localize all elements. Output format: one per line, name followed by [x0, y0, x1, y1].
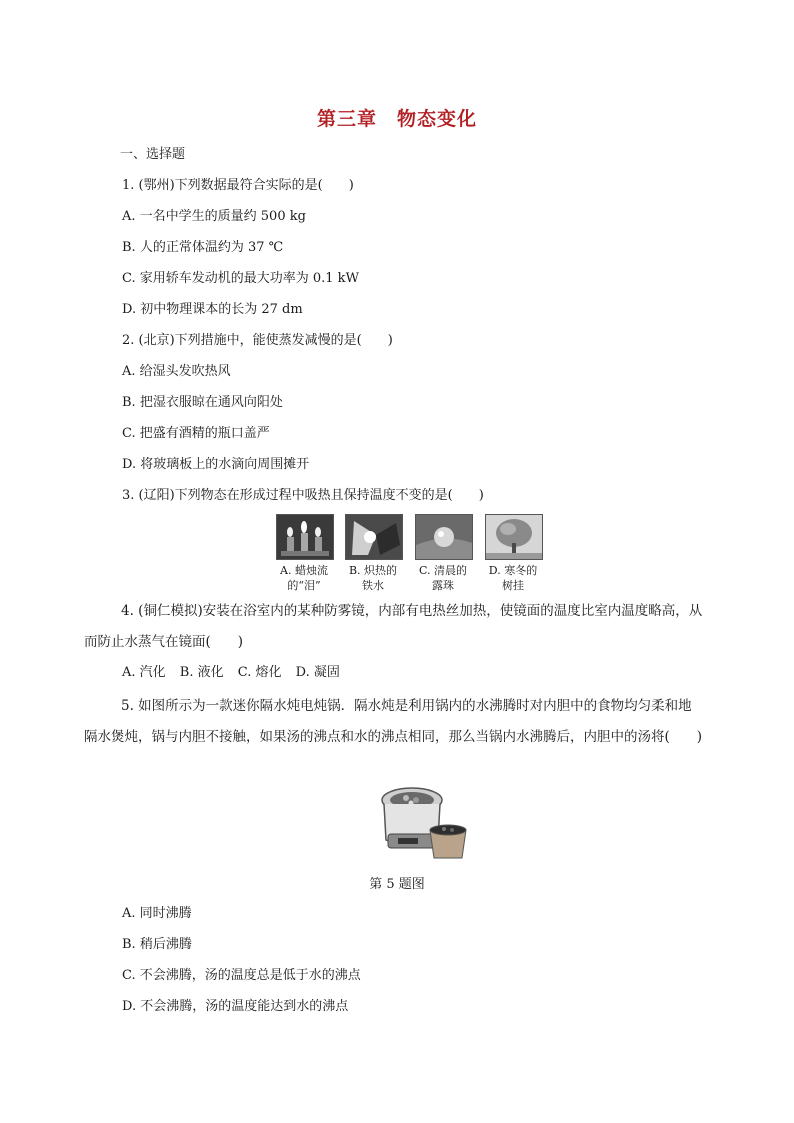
q5-option-c: C. 不会沸腾，汤的温度总是低于水的沸点 [122, 968, 361, 983]
q2-option-d: D. 将玻璃板上的水滴向周围摊开 [122, 457, 310, 472]
q1-stem: 1. (鄂州)下列数据最符合实际的是( ) [122, 178, 354, 193]
q4-stem: 4. (铜仁模拟)安装在浴室内的某种防雾镜，内部有电热丝加热，使镜面的温度比室内温度略高，从而防止水蒸气在镜面( ) [84, 603, 703, 650]
caption-d: D. 寒冬的 树挂 [488, 564, 538, 592]
q1-option-d: D. 初中物理课本的长为 27 dm [122, 302, 303, 317]
q2-stem: 2. (北京)下列措施中，能使蒸发减慢的是( ) [122, 333, 393, 348]
q4-option-c: C. 熔化 [237, 665, 282, 680]
q5-option-a: A. 同时沸腾 [122, 906, 192, 921]
section-heading: 一、选择题 [120, 147, 186, 162]
q4-option-b: B. 液化 [179, 665, 224, 680]
figure-caption: 第 5 题图 [369, 877, 425, 892]
q5-option-b: B. 稍后沸腾 [122, 937, 192, 952]
q1-option-b: B. 人的正常体温约为 37 ℃ [122, 240, 284, 255]
q3-stem: 3. (辽阳)下列物态在形成过程中吸热且保持温度不变的是( ) [122, 488, 484, 503]
stew-pot-figure [372, 782, 470, 862]
q5-option-d: D. 不会沸腾，汤的温度能达到水的沸点 [122, 999, 349, 1014]
caption-b: B. 炽热的 铁水 [348, 564, 398, 592]
rime-tree-photo [485, 514, 543, 560]
q5-stem: 5. 如图所示为一款迷你隔水炖电炖锅．隔水炖是利用锅内的水沸腾时对内胆中的食物均匀柔和地隔水煲炖，锅与内胆不接触，如果汤的沸点和水的沸点相同，那么当锅内水沸腾后，内胆中的汤将( ) [84, 698, 703, 745]
candle-photo [276, 514, 334, 560]
molten-iron-photo [345, 514, 403, 560]
q3-photo-row [276, 514, 546, 598]
caption-c: C. 清晨的 露珠 [418, 564, 468, 592]
q2-option-a: A. 给湿头发吹热风 [122, 364, 231, 379]
q1-option-a: A. 一名中学生的质量约 500 kg [122, 209, 306, 224]
chapter-title: 第三章 物态变化 [316, 108, 477, 130]
q1-option-c: C. 家用轿车发动机的最大功率为 0.1 kW [122, 271, 359, 286]
q2-option-b: B. 把湿衣服晾在通风向阳处 [122, 395, 283, 410]
q4-option-a: A. 汽化 [122, 665, 166, 680]
caption-a: A. 蜡烛流 的“泪” [280, 564, 328, 592]
q4-options [122, 664, 350, 682]
q4-option-d: D. 凝固 [295, 665, 340, 680]
q2-option-c: C. 把盛有酒精的瓶口盖严 [122, 426, 270, 441]
dew-drop-photo [415, 514, 473, 560]
